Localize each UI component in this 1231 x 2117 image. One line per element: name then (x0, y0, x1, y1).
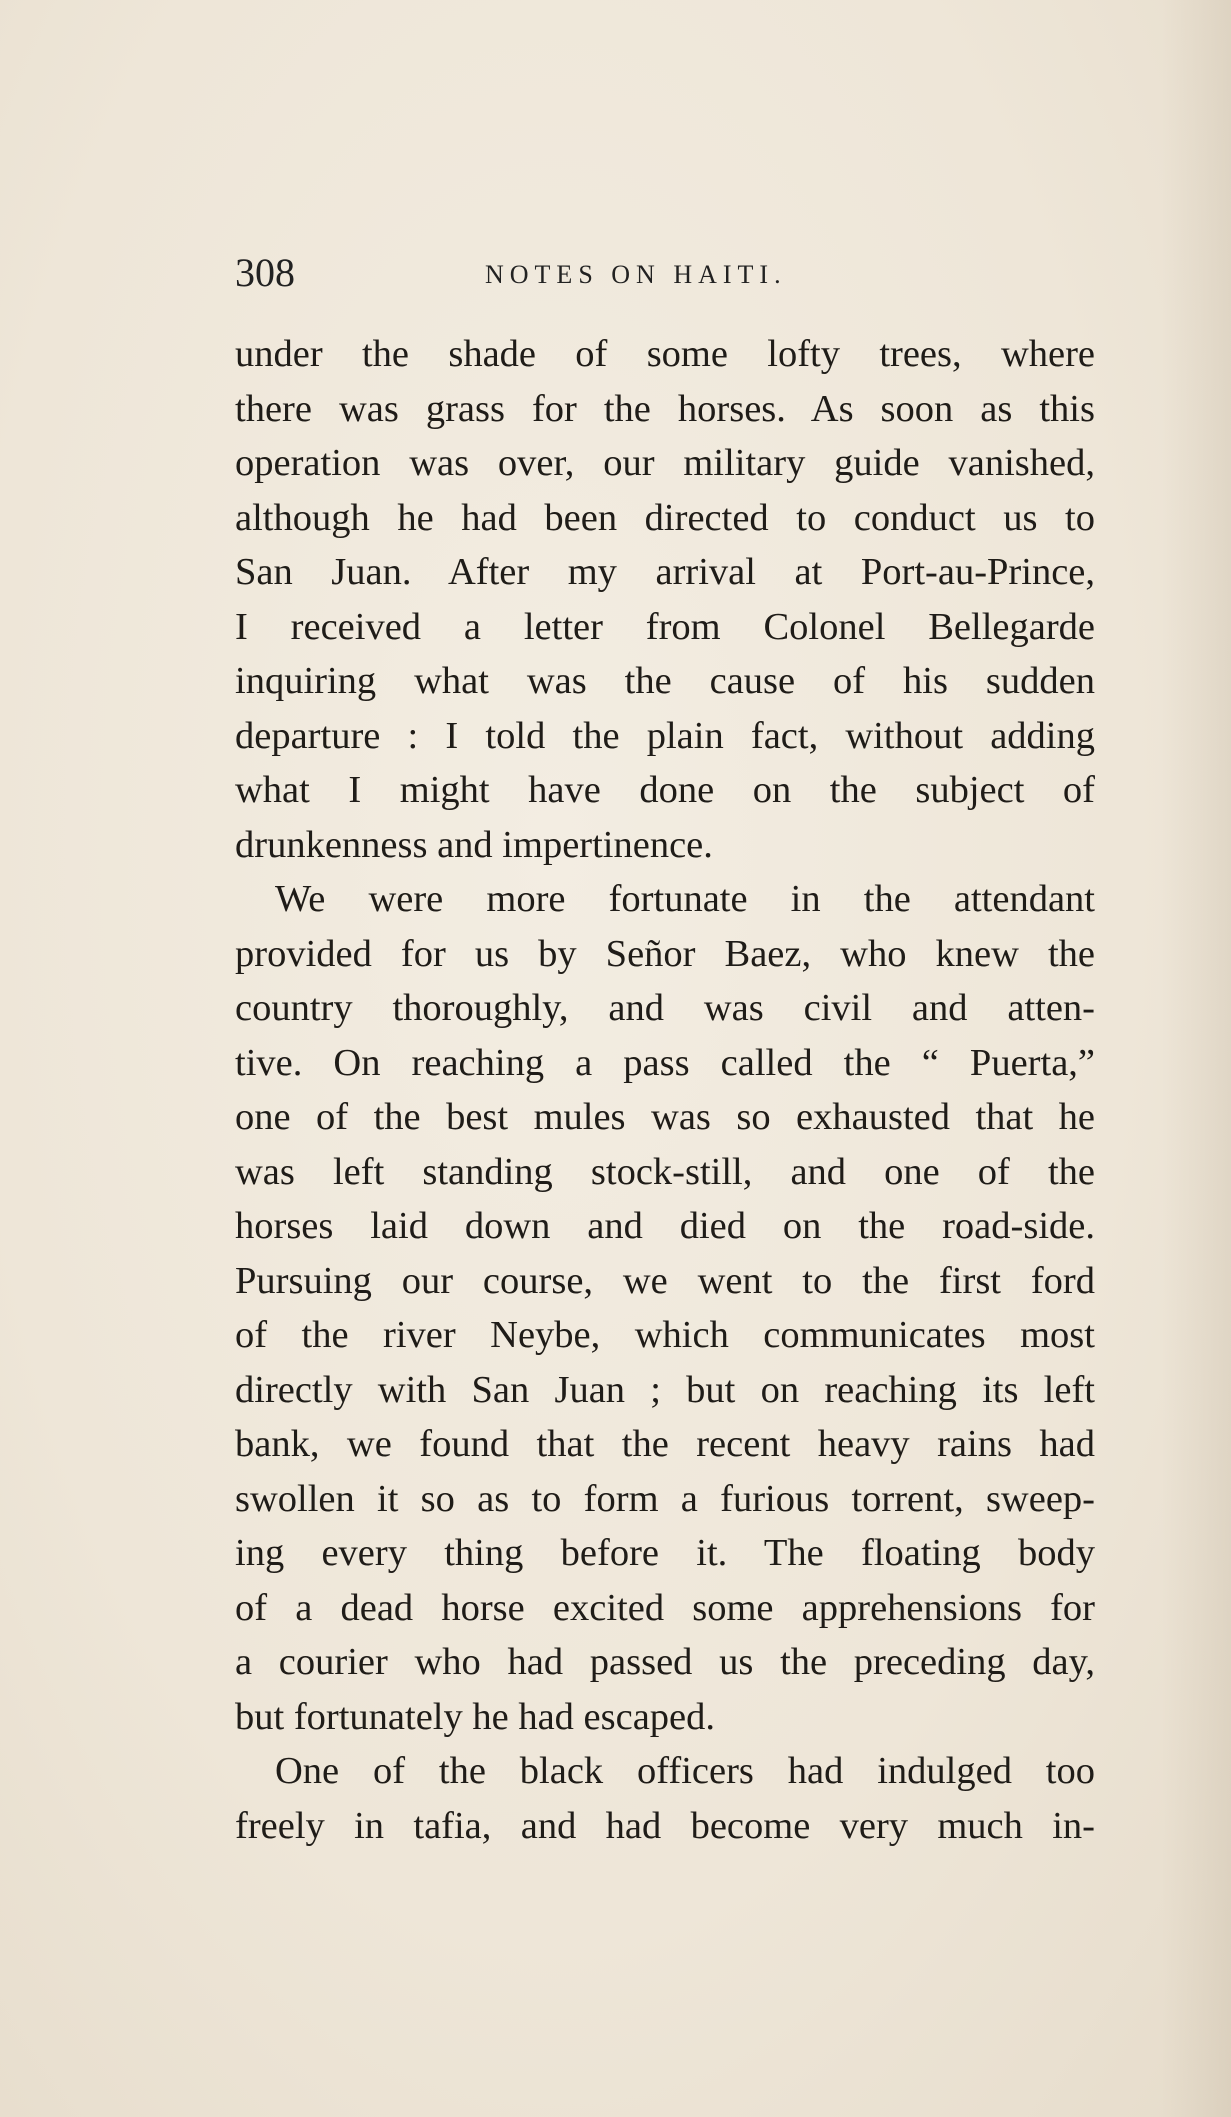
text-line: of a dead horse excited some apprehensions for (235, 1586, 1095, 1629)
text-line: what I might have done on the subject of (235, 769, 1095, 811)
text-line: of the river Neybe, which communicates most (235, 1314, 1095, 1356)
paragraph-2 (235, 872, 1095, 1744)
paragraph-3 (235, 1744, 1095, 1853)
page-header (235, 248, 1095, 308)
text-line: I received a letter from Colonel Bellegarde (235, 605, 1095, 648)
text-line: ing every thing before it. The floating body (235, 1532, 1095, 1574)
text-line: there was grass for the horses. As soon as this (235, 387, 1095, 430)
running-head: NOTES ON HAITI. (485, 260, 787, 289)
paragraph-1 (235, 327, 1095, 872)
text-line: We were more fortunate in the attendant (275, 878, 1095, 920)
body-text (235, 327, 1095, 1853)
text-line: horses laid down and died on the road-side. (235, 1205, 1095, 1247)
text-line: although he had been directed to conduct us to (235, 496, 1095, 539)
page-edge-shadow (1161, 0, 1231, 2117)
text-line: operation was over, our military guide vanished, (235, 442, 1095, 484)
text-line: bank, we found that the recent heavy rains had (235, 1423, 1095, 1465)
text-line: directly with San Juan ; but on reaching its left (235, 1368, 1095, 1411)
text-line: One of the black officers had indulged too (275, 1750, 1095, 1792)
text-line: inquiring what was the cause of his sudden (235, 660, 1095, 702)
text-line: country thoroughly, and was civil and atten- (235, 987, 1095, 1029)
text-line: under the shade of some lofty trees, where (235, 333, 1095, 375)
text-line: tive. On reaching a pass called the “ Puerta,” (235, 1041, 1095, 1084)
page-number: 308 (235, 250, 295, 295)
text-line: drunkenness and impertinence. (235, 823, 713, 866)
text-line: Pursuing our course, we went to the first ford (235, 1259, 1095, 1302)
text-line: one of the best mules was so exhausted that he (235, 1096, 1095, 1138)
text-line: a courier who had passed us the preceding day, (235, 1641, 1095, 1683)
text-line: departure : I told the plain fact, without adding (235, 714, 1095, 757)
text-line: provided for us by Señor Baez, who knew the (235, 932, 1095, 975)
text-line: but fortunately he had escaped. (235, 1695, 715, 1738)
text-line: San Juan. After my arrival at Port-au-Prince, (235, 551, 1095, 593)
text-line: swollen it so as to form a furious torrent, sweep- (235, 1477, 1095, 1520)
text-line: was left standing stock-still, and one of the (235, 1150, 1095, 1193)
text-line: freely in tafia, and had become very much in- (235, 1804, 1095, 1847)
